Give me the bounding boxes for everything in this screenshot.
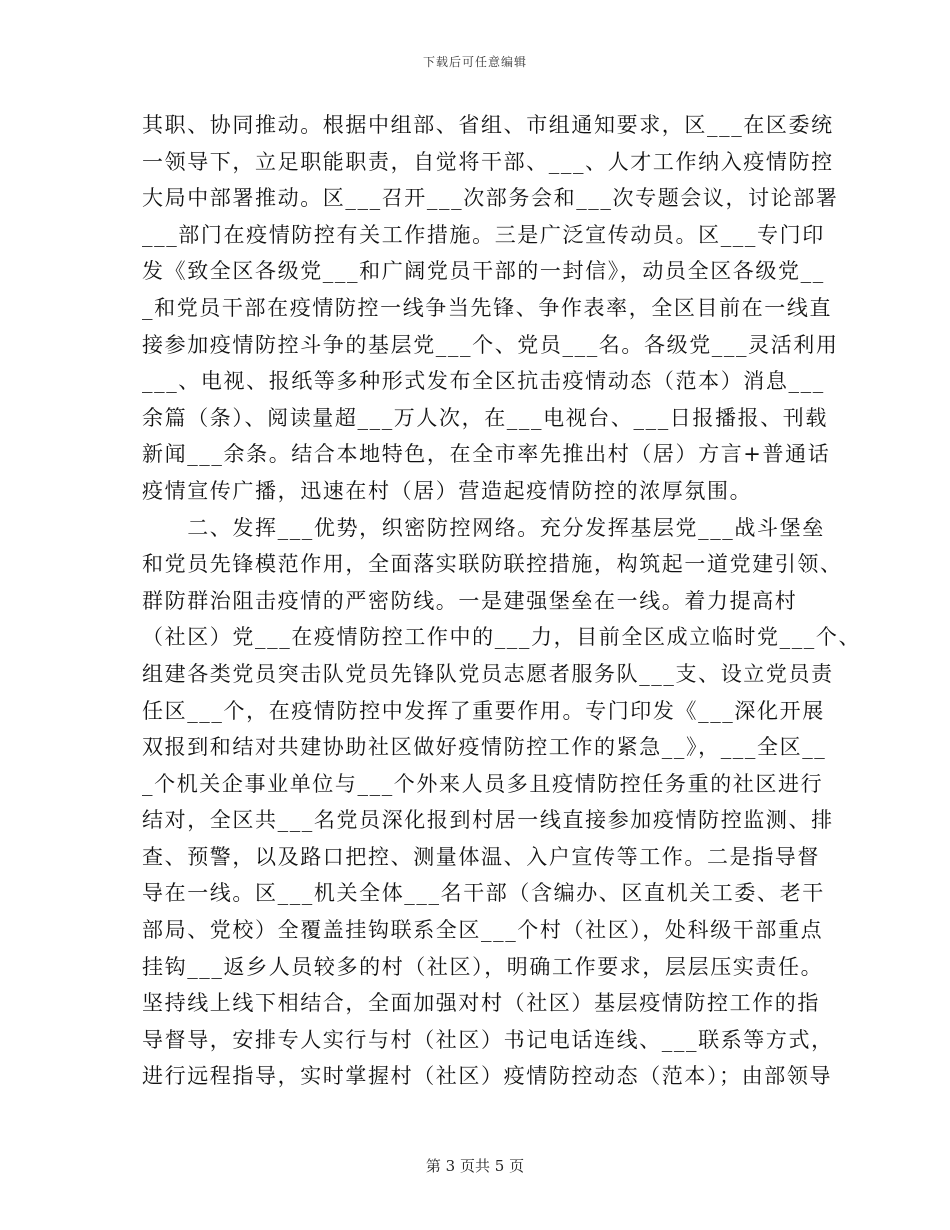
- text-line: 一领导下，立足职能职责，自觉将干部、___、人才工作纳入疫情防控: [142, 149, 834, 174]
- document-body: [142, 107, 862, 1095]
- text-line: 接参加疫情防控斗争的基层党___个、党员___名。各级党___灵活利用: [142, 332, 839, 357]
- text-line: 疫情宣传广播，迅速在村（居）营造起疫情防控的浓厚氛围。: [142, 478, 753, 503]
- text-line: 大局中部署推动。区___召开___次部务会和___次专题会议，讨论部署: [142, 186, 839, 211]
- page-footer: 第 3 页共 5 页: [425, 1157, 525, 1175]
- text-line: 坚持线上线下相结合，全面加强对村（社区）基层疫情防控工作的指: [142, 991, 820, 1016]
- text-line: 二、发挥___优势，织密防控网络。充分发挥基层党___战斗堡垒: [142, 515, 825, 540]
- text-line: 群防群治阻击疫情的严密防线。一是建强堡垒在一线。着力提高村: [142, 588, 798, 613]
- text-line: 和党员先锋模范作用，全面落实联防联控措施，构筑起一道党建引领、: [142, 552, 843, 577]
- text-line: ___部门在疫情防控有关工作措施。三是广泛宣传动员。区___专门印: [142, 222, 825, 247]
- text-line: 查、预警，以及路口把控、测量体温、入户宣传等工作。二是指导督: [142, 844, 820, 869]
- text-line: _个机关企事业单位与___个外来人员多且疫情防控任务重的社区进行: [142, 771, 824, 796]
- text-line: 发《致全区各级党___和广阔党员干部的一封信》，动员全区各级党__: [142, 259, 825, 284]
- text-line: _和党员干部在疫情防控一线争当先锋、争作表率，全区目前在一线直: [142, 295, 833, 320]
- text-line: （社区）党___在疫情防控工作中的___力，目前全区成立临时党___个、: [142, 625, 862, 650]
- text-line: ___、电视、报纸等多种形式发布全区抗击疫情动态（范本）消息___: [142, 369, 825, 394]
- text-line: 双报到和结对共建协助社区做好疫情防控工作的紧急__》，___全区__: [142, 735, 827, 760]
- text-line: 部局、党校）全覆盖挂钩联系全区___个村（社区），处科级干部重点: [142, 918, 824, 943]
- text-line: 其职、协同推动。根据中组部、省组、市组通知要求，区___在区委统: [142, 113, 834, 137]
- page-header: 下载后可任意编辑: [422, 55, 527, 69]
- text-line: 组建各类党员突击队党员先锋队党员志愿者服务队___支、设立党员责: [142, 661, 834, 686]
- text-line: 挂钩___返乡人员较多的村（社区），明确工作要求，层层压实责任。: [142, 954, 824, 979]
- text-line: 导在一线。区___机关全体___名干部（含编办、区直机关工委、老干: [142, 881, 825, 906]
- text-line: 进行远程指导，实时掌握村（社区）疫情防控动态（范本）；由部领导: [142, 1064, 833, 1089]
- text-line: 导督导，安排专人实行与村（社区）书记电话连线、___联系等方式，: [142, 1027, 834, 1052]
- text-line: 新闻___余条。结合本地特色，在全市率先推出村（居）方言+普通话: [142, 442, 831, 467]
- text-line: 结对，全区共___名党员深化报到村居一线直接参加疫情防控监测、排: [142, 808, 834, 833]
- text-line: 余篇（条）、阅读量超___万人次，在___电视台、___日报播报、刊载: [142, 405, 828, 430]
- text-line: 任区___个，在疫情防控中发挥了重要作用。专门印发《___深化开展: [142, 698, 825, 723]
